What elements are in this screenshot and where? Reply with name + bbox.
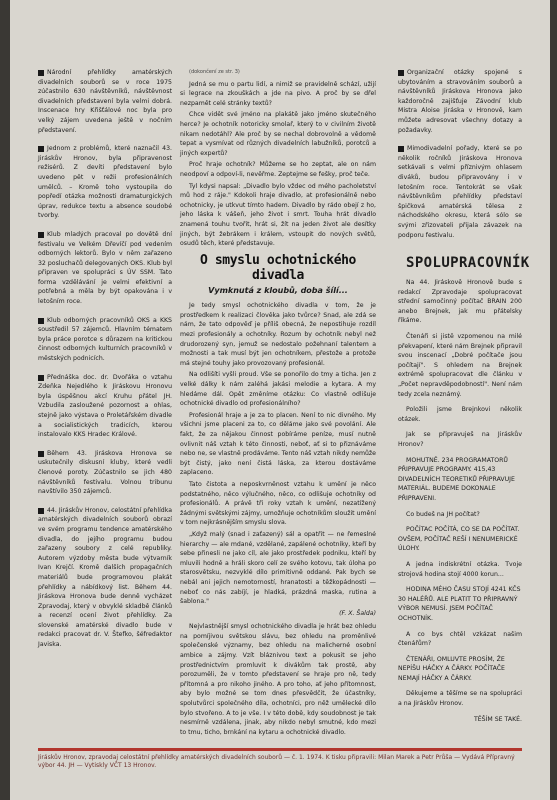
news-item: Národní přehlídky amatérských divadelních souborů se v roce 1975 zúčastnilo 630 návštěvníků, návštěvnost divadelních představení byla velmi dobrá. Inscenace hry Křišťálové noc byla pro velký zájem uvedena ještě v nočním představení. bbox=[38, 69, 172, 134]
bullet-icon bbox=[38, 451, 44, 457]
middle-column bbox=[180, 68, 376, 739]
bullet-icon bbox=[38, 232, 44, 238]
article-subheadline: Vymknutá z kloubů, doba šílí... bbox=[208, 285, 348, 295]
interview-question: A co bys chtěl vzkázat našim čtenářům? bbox=[398, 630, 522, 648]
newspaper-page bbox=[10, 0, 550, 800]
article-paragraph: Chce vidět své jméno na plakátě jako jméno skutečného herce? Je ochotník notoricky smolař, který to v civilním životě nikam nedotáhl? Ale proč by se nechal dobrovolně a vědomě tepat a vysmívat od různých divadelních labužníků, porotců a jiných expertů? bbox=[180, 111, 376, 157]
article-paragraph: Tyl kdysi napsal: „Divadlo bylo vždec od mého pacholetství mů hod z ráje." Kdokoli hraje divadlo, at profesionálně nebo ochotnicky, je utkvut tímto hadem. Divadlo by rádo obejí z ho, jeho láska k vášeň, jeho život i smrt. Touha hrát divadlo znamená touhu tvořit, hrát si, žít na jeden život ale desítky jiných, být žebrákem i králem, vstoupit do nových světů, osudů těch, které představuje. bbox=[180, 182, 376, 248]
interview-answer: ČTENÁŘI, OMLUVTE PROSÍM, ŽE NEPÍŠU HÁČKY A ČÁRKY. POČÍTAČE NEMAJÍ HÁČKY A ČÁRKY. bbox=[398, 655, 505, 682]
interview-question: Co budeš na JH počítat? bbox=[406, 510, 480, 518]
bullet-icon bbox=[38, 146, 44, 152]
bullet-icon bbox=[38, 70, 44, 76]
bullet-icon bbox=[38, 375, 44, 381]
article-paragraph: Nejvlastnější smysl ochotnického divadla je hrát bez ohledu na pomíjivou světskou slávu, bez ohledu na proměnlivé společenské významy, bez ohledu na malicherné osobní ambice a zájmy. Vzít bláznivou text a pokusit se jeho prostřednictvím promluvit k divákům tak prostě, aby porozuměli, že v tomto představení se hraje pro ně, tedy přítomná a pro nikoho jiného. A pro toho, ať jeho přítomnost, aby bylo možné se tom dnes přesvědčit, že účastníky, spolutvůrci společného díla, ochotníci, pro něž umělecké dílo bylo stvořeno. A to je vše. I v této době, kdy soudobnost je tak nesmírně vzdálena, jinak, aby nikdo nebyl smutné, kdo mezi to tmu, ticho, brnkání na kytaru a ochotnické divadlo. bbox=[180, 623, 376, 736]
news-item: Jednom z problémů, které naznačil 43. Jiráskův Hronov, byla připravenost režisérů. Z devíti představení bylo uvedeno pět v režii profesionálních umělců. – Kromě toho vystoupila do popředí otázka možnosti dramaturgických úprav, redukce textu a absence soudobé tvorby. bbox=[38, 145, 172, 220]
news-item: Klub mladých pracoval po dovětě dní festivalu ve Velkém Dřevíčí pod vedením odborných lektorů. Bylo v něm zařazeno 32 posluchačů delegovaných OKS. Klub byl připraven ve spolupráci s ÚV SSM. Tato forma vzdělávání je velmi efektivní a potřebná a měla by být opakována i v letošním roce. bbox=[38, 230, 172, 306]
footer-rule bbox=[38, 748, 522, 751]
interview-answer: HODINA MÉHO ČASU STOJÍ 4241 KČS 30 HALÉŘŮ. ALE PLATIT TO PŘIPRAVNÝ VÝBOR NEMUSÍ. JSEM POČÍTAČ OCHOTNÍK. bbox=[398, 586, 521, 622]
article-paragraph: Na odlišíti vyšli proud. Vše se ponořilo do tmy a ticha. Jen z velké dálky k nám zaléhá jakási melodie a kytara. A my hledáme dál. Opět změníme otázku: Co vlastně odlišuje ochotnické divadlo od profesionálního? bbox=[180, 371, 376, 408]
article-paragraph: Proč hraje ochotník? Můžeme se ho zeptat, ale on nám neodpoví a odpoví-li, nevěřme. Zeptejme se fešky, proč teče. bbox=[180, 161, 376, 178]
interview-answer: POČÍTAC POČÍTÁ, CO SE DA POČÍTAT. OVŠEM, POČÍTAČ REŠÍ I NENUMERICKÉ ÚLOHY. bbox=[398, 526, 520, 553]
article-paragraph: Profesionál hraje a je za to placen. Není to nic divného. My všichni jsme placeni za to, co děláme jako své povolání. Ale fakt, že za nějakou činnost pobíráme peníze, musí nutně ovlivnit náš vztah k této činnosti, neboť, ať si to přiznáváme nebo ne, se vlastně prodáváme. Tento náš vztah nikdy nemůže být čistý, jako není čistá láska, za kterou dostáváme zaplaceno. bbox=[180, 411, 376, 477]
bullet-icon bbox=[398, 70, 404, 76]
news-item: Klub odborných pracovníků OKS a KKS soustředil 57 zájemců. Hlavním tématem byla práce porotce s důrazem na kritickou činnost odborných kulturních pracovníků v městských podnicích. bbox=[38, 316, 172, 363]
colophon: Jiráskův Hronov, zpravodaj celostátní přehlídky amatérských divadelních souborů — č. 1. 1974. K tisku připravili: Milan Marek a Petr Průša — Vydává Přípravný výbor 44. JH — Vytiskly VČT 13 Hronov. bbox=[38, 754, 515, 769]
news-item: Během 43. Jiráskova Hronova se uskutečnily diskusní kluby, které vedli členové poroty. Zúčastnilo se jich 480 návštěvníků festivalu. Volnou tribunu navštívilo 350 zájemců. bbox=[38, 449, 172, 496]
interview-question: Jak se připravuješ na Jiráskův Hronov? bbox=[398, 431, 522, 448]
news-item: Mimodivadelní pořady, které se po několik ročníků Jiráskova Hronova setkávali s velmi příznivým ohlasem diváků, budou připravovány i v letošním roce. Tentokrát se však návštěvníkům přehlídky představí špičková amatérská tělesa z náchodského okresu, která sólo se svými zřizovateli přijala závazek na podporu festivalu. bbox=[398, 145, 522, 239]
interview-question: Děkujeme a těšíme se na spolupráci a na Jiráskův Hronov. bbox=[398, 690, 522, 708]
bullet-icon bbox=[38, 318, 44, 324]
news-item: Organizační otázky spojené s ubytováním a stravováním souborů a návštěvníků Jiráskova Hronova jako každoročně zajišťuje Závodní klub Mistra Aloise Jiráska v Hronově, kam můžete adresovat všechny dotazy a požadavky. bbox=[398, 69, 522, 134]
article-quote: „Když malý (snad i zaťazený) sál a opatřit — ne řemeslné hierarchy — ale mdané, vzdělané, zapálené ochotníky, kteří by sebe přinesli ne jako cíl, ale jako prostředek podniku, kteří by mluvili hodně a hráli skoro celí ze svého kotovu, tak úloha po starosvětsku, nezvyklé dílo primitivně oddané. Pak bych se nebál ani jejich nemotorností, hranatosti a těžkopádnosti — neboť co nás zabíjí, je hladká, prázdná maska, rutina a šablona." bbox=[180, 530, 376, 606]
interview-text: Čtenáři si jistě vzpomenou na milé překvapení, které nám Brejnek připravil svou inscenací „Dobré počítače jsou počítají". S ohledem na Brejnek extrémě spolupracovat dle článku v „Počet nepravděpodobností". Není nám tedy zcela neznámý. bbox=[398, 333, 522, 398]
interview-question: Položili jsme Brejnkovi několik otázek. bbox=[398, 406, 522, 423]
article-paragraph: Je tedy smysl ochotnického divadla v tom, že je prostředkem k realizaci člověka jako tvůrce? Snad, ale zdá se nám, že tato odpověď je příliš obecná, že nepostihuje rozdíl mezi profesionály a ochotníky. Rozum by ochotník nebyl než drudorozený syn, jemuž se nedostalo požehnaní talentem a možnosti a tak musí být jen ochotníkem, přestože a protože má stejné touhy jako provozovaný profesionál. bbox=[180, 302, 376, 367]
news-item: 44. Jiráskův Hronov, celostátní přehlídka amatérských divadelních souborů obrazí ve svém programu tendence amatérského divadla, do jejího programu budou zařazeny soubory z celé republiky. Autorem výzdoby města bude výtvarník Ivan Krejčí. Kromě dalších propagačních materiálů bude programovou plakát přehlídky a nábídkový list. Během 44. Jiráskova Hronova bude denně vycházet Zpravodaj, který v obvyklé skladbě článků a recenzí ocení život přehlídky. Za slovenské amatérské divadlo bude v redakci pracovat dr. V. Štefko, šéfredaktor Javiska. bbox=[38, 506, 172, 649]
interview-sign-off: TĚŠÍM SE TAKÉ. bbox=[473, 715, 522, 723]
interview-answer: MOHUTNĚ. 234 PROGRAMATORŮ PŘIPRAVUJE PROGRAMY. 415,43 DIVADELNÍCH TEORETIKŮ PŘIPRAVUJE MATERIÁL. BUDEME DOKONALE PŘIPRAVENI. bbox=[398, 456, 515, 502]
bullet-icon bbox=[398, 146, 404, 152]
continuation-note: (dokončení ze str. 3) bbox=[189, 69, 240, 75]
bullet-icon bbox=[38, 508, 44, 514]
article-paragraph: Jedná se mu o partu lidí, a nimiž se pravidelně schází, užijí si legrace na zkouškách a jde na pivo. A proč by se dřel nezpamět celé stránky textů? bbox=[180, 80, 376, 107]
quote-signature: (F. X. Šalda) bbox=[339, 609, 376, 617]
interview-text: Na 44. Jiráskově Hronově bude s redakcí Zpravodaje spolupracovat střední samočinný počítač BRAIN 200 anebo Brejnek, jak mu přátelsky říkáme. bbox=[398, 279, 522, 325]
left-column bbox=[38, 68, 172, 659]
interview-question: A jedna indiskrétní otázka. Tvoje strojová hodina stojí 4000 korun... bbox=[398, 560, 522, 578]
right-column bbox=[398, 68, 530, 730]
article-headline: O smyslu ochotnického divadla bbox=[200, 252, 356, 283]
article-paragraph: Tato čistota a neposkvrněnost vztahu k umění je něco podstatného, něco výlučného, něco, co odlišuje ochotníky od profesionálů. A právě tři roky vztah k umění, nezatížený žádnými světskými zájmy, umožňuje ochotníkům sloužit umění v tom nejkrásnějším smyslu slova. bbox=[180, 480, 376, 527]
news-item: Přednáška doc. dr. Dvořáka o vztahu Zdeňka Nejedlého k Jiráskovu Hronovu byla úspěšnou akcí Kruhu přátel JH. Vzbudila zasloužené pozornost a ohlas, stejně jako výstava o Proletářském divadle a socialistických tradicích, kterou instalovalo KKS Hradec Králové. bbox=[38, 373, 172, 439]
section-title: SPOLUPRACOVNÍK bbox=[406, 255, 530, 272]
